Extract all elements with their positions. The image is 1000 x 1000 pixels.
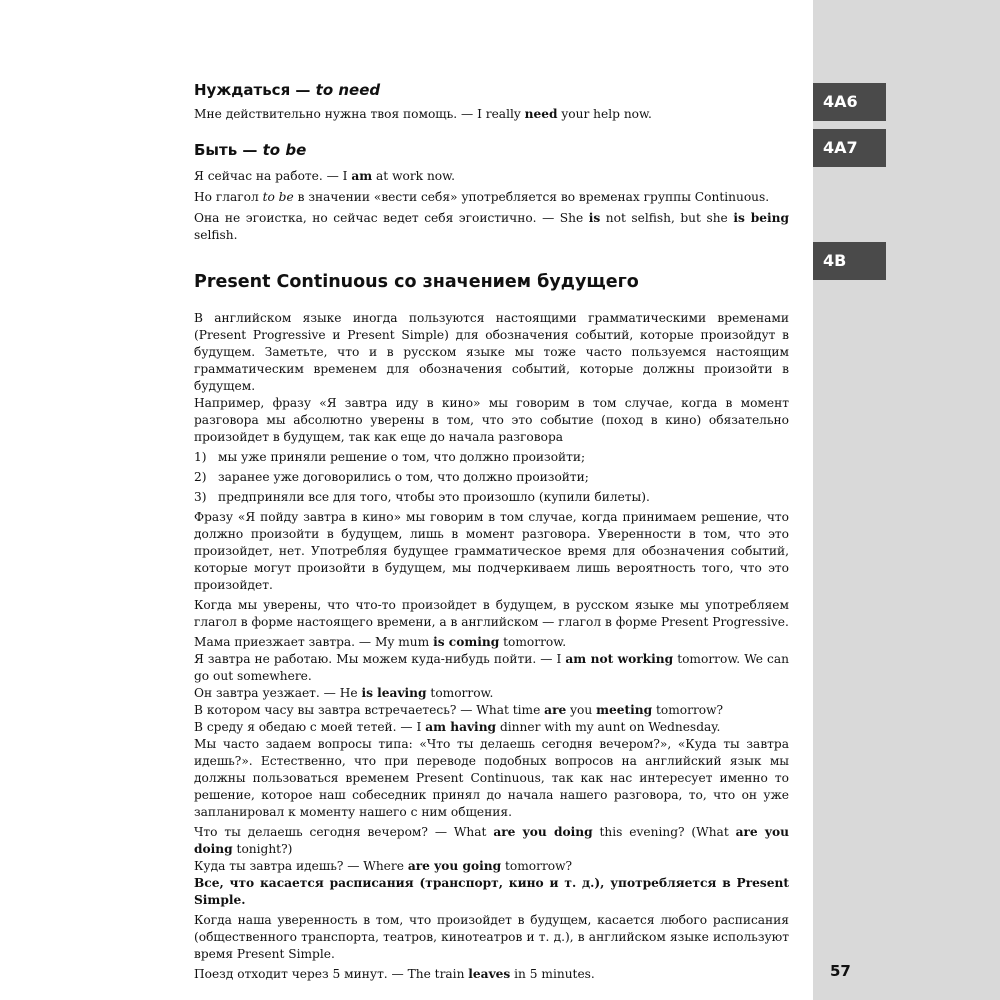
- paragraph-5: Мы часто задаем вопросы типа: «Что ты делаешь сегодня вечером?», «Куда ты завтра идешь?». Естественно, что при переводе подобных вопросов на английский язык мы должны пользоваться временем Present Continuous, так как нас интересует именно то решение, которое наш собеседник принял до начала нашего разговора, то, что он уже запланировал к моменту нашего с ним общения.: [194, 737, 789, 819]
- list-item: 2) заранее уже договорились о том, что должно произойти;: [194, 470, 589, 484]
- rule-bold: Все, что касается расписания (транспорт, кино и т. д.), употребляется в Present Simple.: [194, 876, 789, 907]
- tab-4a7[interactable]: 4A7: [813, 129, 886, 167]
- paragraph-1: В английском языке иногда пользуются настоящими грамматическими временами (Present Progressive и Present Simple) для обозначения событий, которые произойдут в будущем. Заметьте, что и в русском языке мы тоже часто пользуемся настоящим грамматическим временем для обозначения событий, которые должны произойти в будущем.: [194, 311, 789, 393]
- heading-to-be: [194, 140, 789, 160]
- example-need: Мне действительно нужна твоя помощь. — I really need your help now.: [194, 107, 652, 121]
- heading-ru: Быть —: [194, 141, 258, 159]
- reasons-list: [194, 449, 789, 506]
- paragraph-3: Фразу «Я пойду завтра в кино» мы говорим в том случае, когда принимаем решение, что должно произойти в будущем, лишь в момент разговора. Уверенности в том, что это произойдет, нет. Употребляя будущее грамматическое время для обозначения событий, которые могут произойти в будущем, мы подчеркиваем лишь вероятность того, что это произойдет.: [194, 510, 789, 592]
- example-4: В котором часу вы завтра встречаетесь? — What time are you meeting tomorrow?: [194, 703, 724, 717]
- example-8: Поезд отходит через 5 минут. — The train leaves in 5 minutes.: [194, 967, 595, 981]
- example-7: Куда ты завтра идешь? — Where are you going tomorrow?: [194, 859, 573, 873]
- section-title: Present Continuous со значением будущего: [194, 272, 639, 292]
- example-5: В среду я обедаю с моей тетей. — I am having dinner with my aunt on Wednesday.: [194, 720, 721, 734]
- list-item: 1) мы уже приняли решение о том, что должно произойти;: [194, 450, 586, 464]
- example-be-2: Но глагол to be в значении «вести себя» употребляется во временах группы Continuous.: [194, 190, 770, 204]
- example-6: Что ты делаешь сегодня вечером? — What are you doing this evening? (What are you doing tonight?): [194, 825, 790, 856]
- heading-en: to need: [315, 81, 381, 99]
- example-2: Я завтра не работаю. Мы можем куда-нибудь пойти. — I am not working tomorrow. We can go out somewhere.: [194, 652, 789, 683]
- paragraph-6: Когда наша уверенность в том, что произойдет в будущем, касается любого расписания (общественного транспорта, театров, кинотеатров и т. д.), в английском языке используют время Present Simple.: [194, 913, 789, 961]
- heading-en: to be: [262, 141, 307, 159]
- heading-to-need: [194, 80, 789, 100]
- example-be-3: Она не эгоистка, но сейчас ведет себя эгоистично. — She is not selfish, but she is being selfish.: [194, 211, 789, 242]
- example-3: Он завтра уезжает. — He is leaving tomorrow.: [194, 686, 494, 700]
- tab-4a6[interactable]: 4A6: [813, 83, 886, 121]
- example-1: Мама приезжает завтра. — My mum is coming tomorrow.: [194, 635, 567, 649]
- paragraph-2: Например, фразу «Я завтра иду в кино» мы говорим в том случае, когда в момент разговора мы абсолютно уверены в том, что это событие (поход в кино) обязательно произойдет в будущем, так как еще до начала разговора: [194, 396, 789, 444]
- list-item: 3) предприняли все для того, чтобы это произошло (купили билеты).: [194, 490, 650, 504]
- tab-4b[interactable]: 4B: [813, 242, 886, 280]
- paragraph-4: Когда мы уверены, что что-то произойдет в будущем, в русском языке мы употребляем глагол в форме настоящего времени, а в английском — глагол в форме Present Progressive.: [194, 598, 789, 629]
- heading-ru: Нуждаться —: [194, 81, 311, 99]
- example-be-1: Я сейчас на работе. — I am at work now.: [194, 169, 455, 183]
- page-content: [194, 80, 789, 983]
- page-number: 57: [830, 962, 851, 980]
